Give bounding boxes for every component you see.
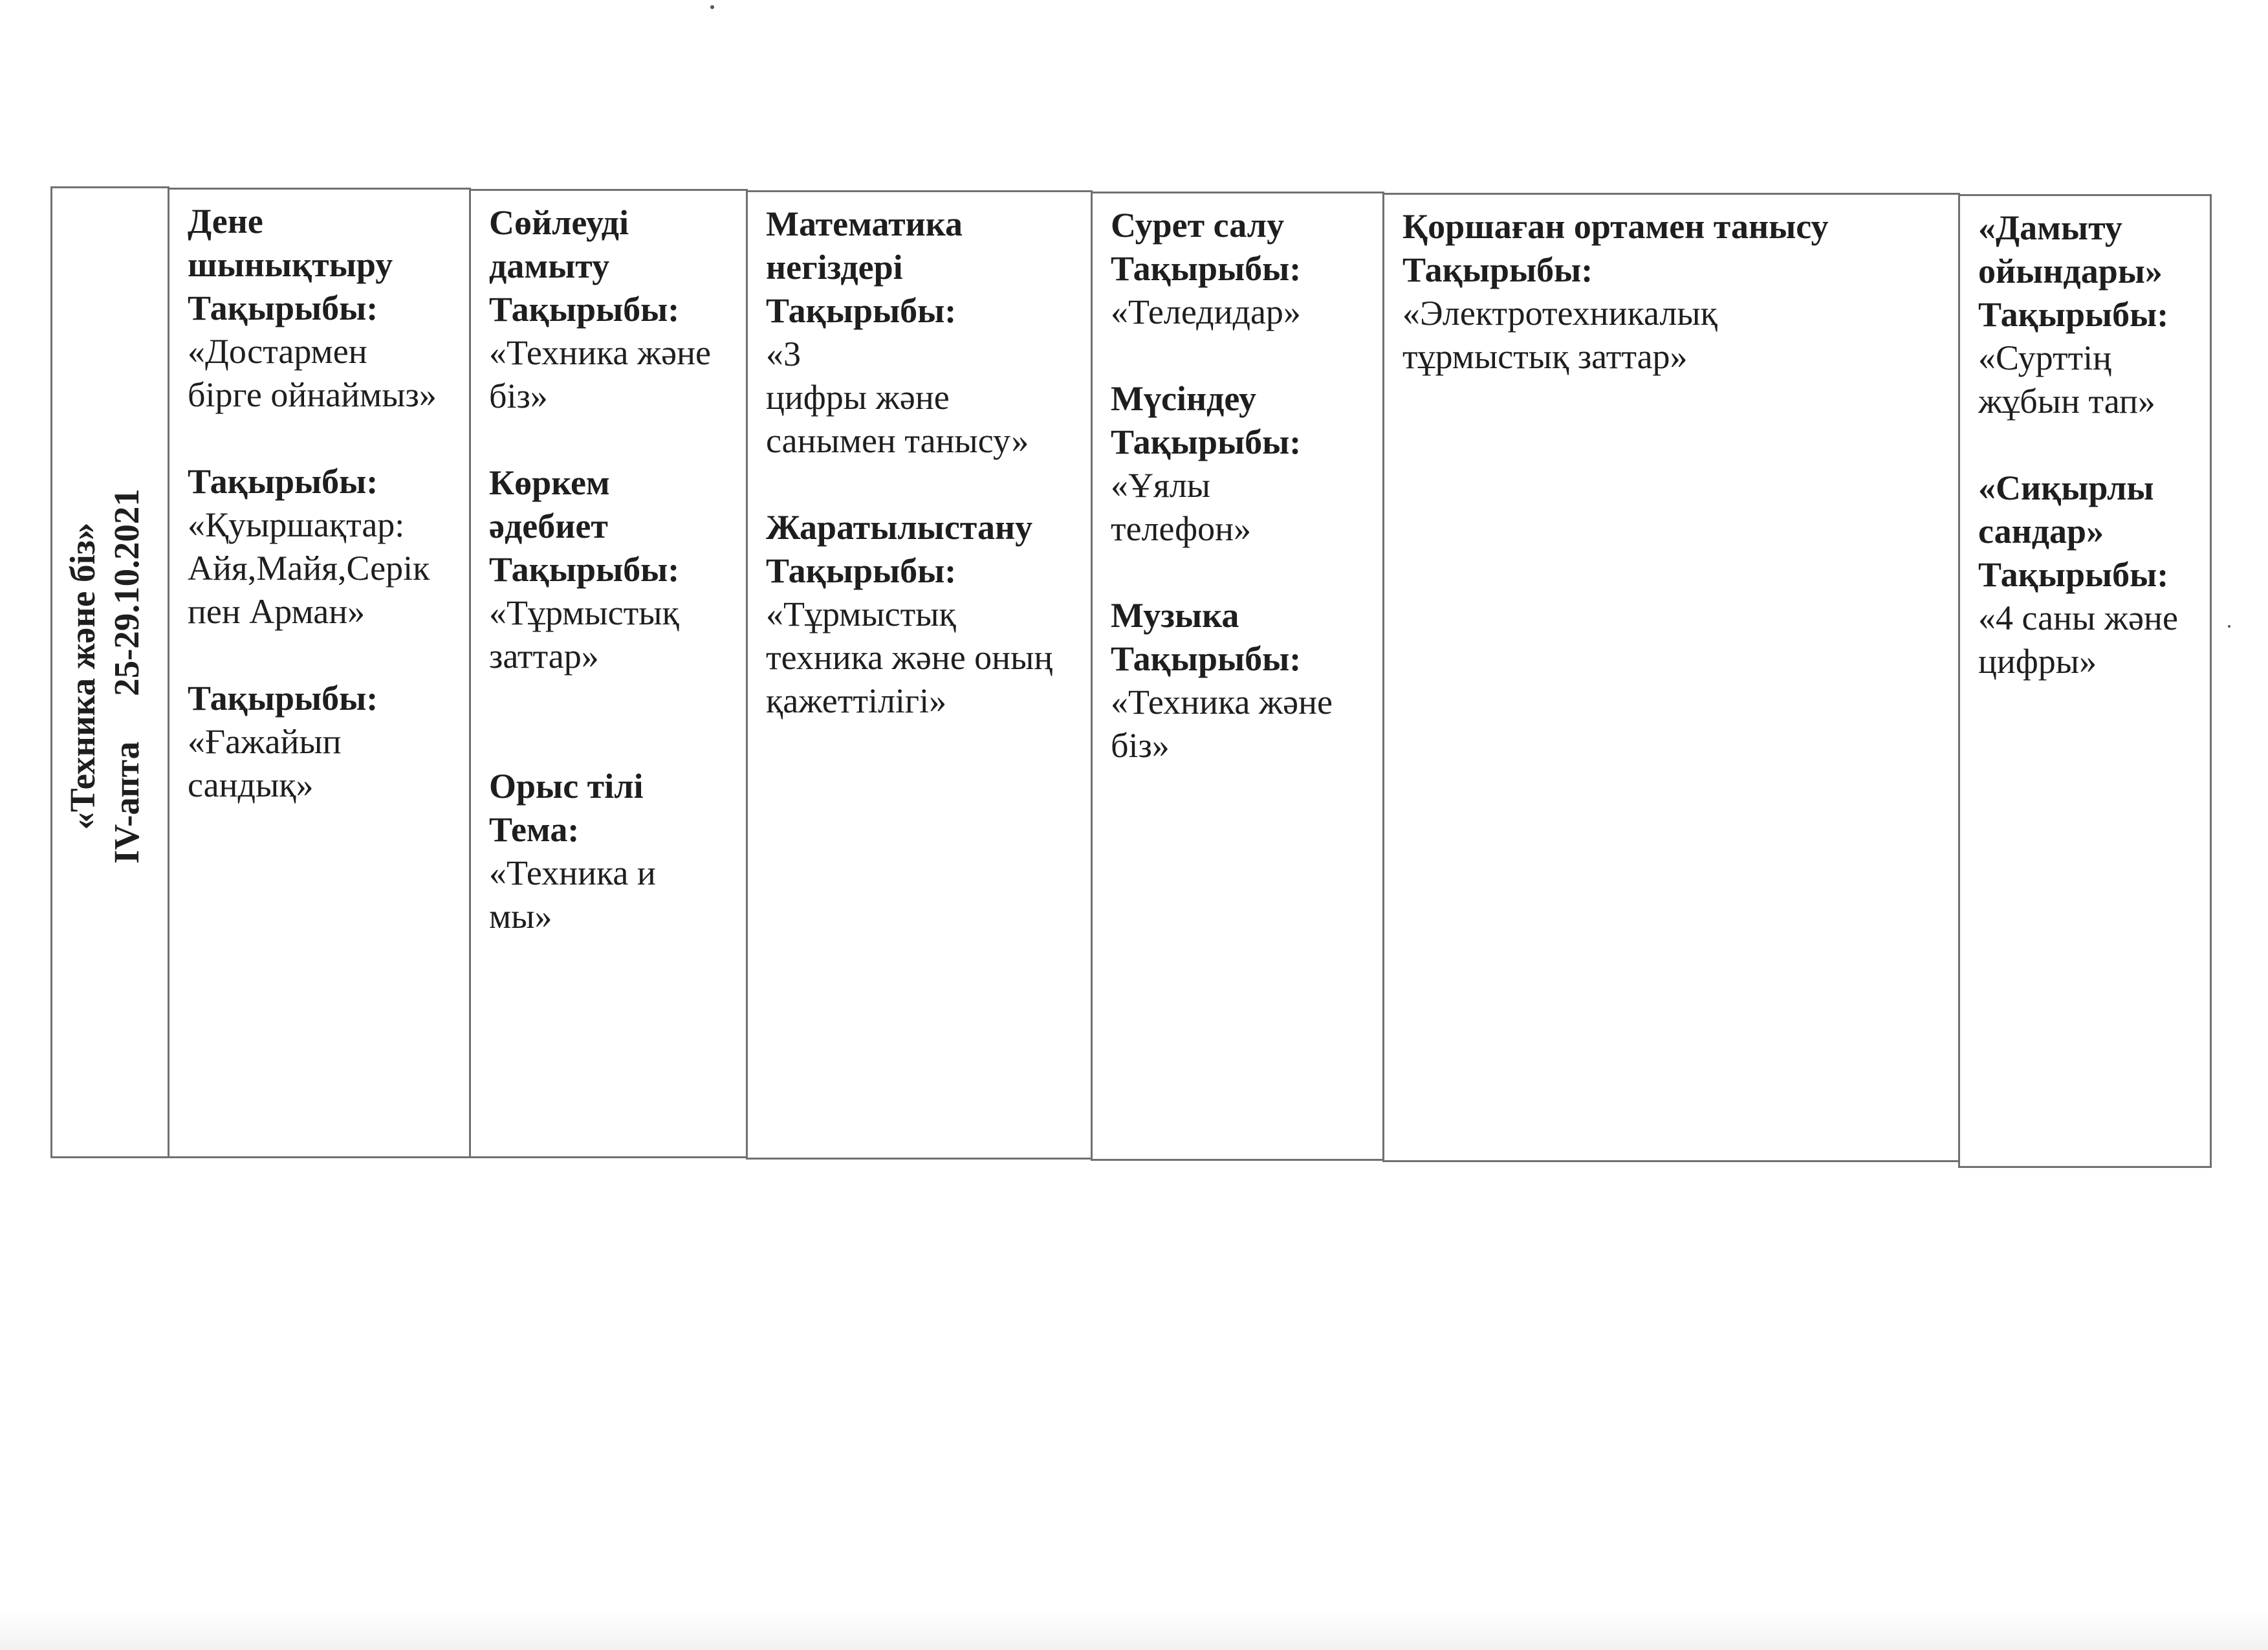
topic-text: «Тұрмыстық техника және оның қажеттілігі» — [766, 595, 1053, 720]
subject-heading: Қоршаған ортамен танысу Тақырыбы: — [1402, 207, 1829, 289]
week-dates: 25-29.10.2021 — [107, 489, 146, 696]
cell-content — [766, 203, 1079, 723]
subject-heading: Жаратылыстану Тақырыбы: — [766, 508, 1033, 590]
scan-speck — [710, 5, 714, 9]
topic-text: «Қуыршақтар: Айя,Майя,Серік пен Арман» — [188, 505, 430, 631]
topic-text: «Сурттің жұбын тап» — [1978, 338, 2155, 421]
scan-edge-shadow — [0, 1611, 2268, 1650]
subject-heading: Сурет салу Тақырыбы: — [1111, 206, 1302, 288]
subject-heading: Музыка Тақырыбы: — [1111, 596, 1302, 678]
subject-heading: Мүсіндеу Тақырыбы: — [1111, 379, 1302, 461]
topic-text: «Электротехникалық тұрмыстық заттар» — [1402, 294, 1717, 376]
subject-heading: Көркем әдебиет Тақырыбы: — [489, 463, 680, 589]
cell-content — [188, 200, 457, 807]
subject-heading: Тақырыбы: — [188, 679, 378, 718]
subject-heading: Дене шынықтыру Тақырыбы: — [188, 202, 393, 327]
schedule-cell-col3 — [746, 190, 1093, 1160]
subject-heading: Орыс тілі Тема: — [489, 767, 644, 849]
subject-heading: Тақырыбы: — [188, 462, 378, 501]
week-label-area — [50, 194, 168, 1158]
subject-heading: Математика негіздері Тақырыбы: — [766, 204, 963, 330]
subject-heading: «Сиқырлы сандар» Тақырыбы: — [1978, 468, 2169, 594]
topic-text: «Техника және біз» — [1111, 683, 1333, 765]
week-number-and-dates — [105, 223, 149, 1129]
topic-text: «4 саны және цифры» — [1978, 599, 2178, 681]
schedule-cell-col5 — [1382, 193, 1960, 1162]
topic-text: «Тұрмыстық заттар» — [489, 593, 679, 676]
cell-content — [1978, 206, 2198, 683]
topic-text: «Ұялы телефон» — [1111, 466, 1252, 548]
topic-text: «Ғажайып сандық» — [188, 722, 342, 804]
cell-content — [1402, 205, 1946, 379]
week-title: «Техника және біз» — [63, 522, 102, 830]
topic-text: «Техника и мы» — [489, 853, 656, 936]
topic-text: «Достармен бірге ойнаймыз» — [188, 332, 437, 414]
topic-text: «Теледидар» — [1111, 292, 1301, 331]
subject-heading: Сөйлеуді дамыту Тақырыбы: — [489, 203, 680, 329]
week-number: IV-апта — [107, 741, 146, 864]
schedule-cell-col1 — [168, 188, 471, 1158]
week-label-rotated — [61, 223, 158, 1129]
schedule-cell-col6 — [1958, 194, 2212, 1168]
topic-text: «Техника және біз» — [489, 333, 712, 415]
cell-content — [489, 201, 734, 938]
subject-heading: «Дамыту ойындары» Тақырыбы: — [1978, 208, 2169, 334]
scan-speck — [2228, 625, 2230, 628]
topic-text: «3 цифры және санымен танысу» — [766, 335, 1029, 460]
schedule-cell-col4 — [1091, 192, 1384, 1161]
schedule-cell-col2 — [469, 189, 748, 1158]
cell-content — [1111, 204, 1371, 767]
